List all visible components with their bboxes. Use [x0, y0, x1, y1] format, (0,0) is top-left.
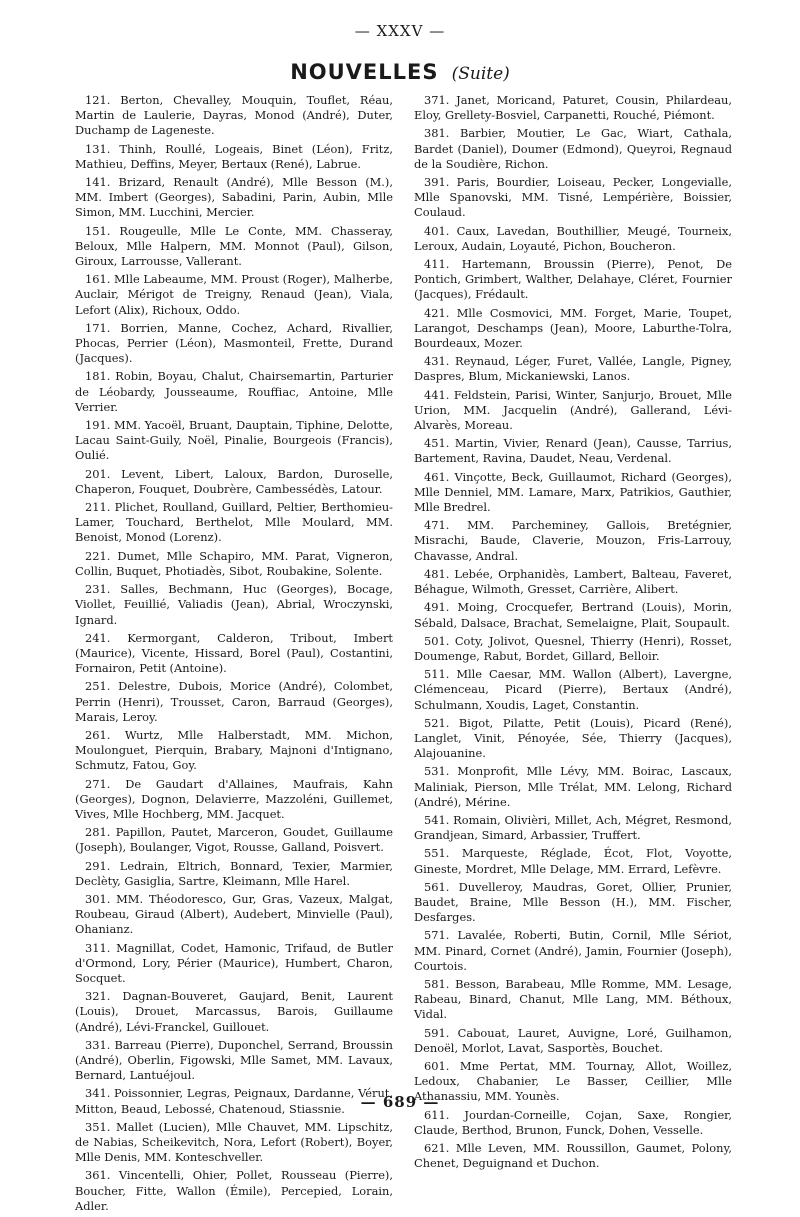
list-entry: 461. Vinçotte, Beck, Guillaumot, Richard (Georges), Mlle Denniel, MM. Lamare, Marx, Patrikios, Gauthier, Mlle Bredrel. [414, 469, 732, 515]
list-entry: 561. Duvelleroy, Maudras, Goret, Ollier, Prunier, Baudet, Braine, Mlle Besson (H.), MM. Fischer, Desfarges. [414, 879, 732, 925]
list-entry: 621. Mlle Leven, MM. Roussillon, Gaumet, Polony, Chenet, Deguignand et Duchon. [414, 1141, 732, 1171]
title-main: NOUVELLES [290, 60, 439, 84]
left-column [75, 93, 393, 1217]
list-entry: 541. Romain, Olivièri, Millet, Ach, Mégret, Resmond, Grandjean, Simard, Arbassier, Truffert. [414, 812, 732, 843]
page-number: — 689 — [360, 1093, 440, 1111]
list-entry: 471. MM. Parcheminey, Gallois, Bretégnier, Misrachi, Baude, Claverie, Mouzon, Fris-Larrouy, Chavasse, Andral. [414, 518, 732, 563]
list-entry: 401. Caux, Lavedan, Bouthillier, Meugé, Tourneix, Leroux, Audain, Loyauté, Pichon, Boucheron. [414, 223, 732, 253]
title-suffix: (Suite) [451, 64, 510, 84]
list-entry: 591. Cabouat, Lauret, Auvigne, Loré, Guilhamon, Denoël, Morlot, Lavat, Sasportès, Bouchet. [414, 1025, 732, 1055]
list-entry: 311. Magnillat, Codet, Hamonic, Trifaud, de Butler d'Ormond, Lory, Périer (Maurice), Humbert, Charon, Socquet. [75, 940, 393, 985]
list-entry: 421. Mlle Cosmovici, MM. Forget, Marie, Toupet, Larangot, Deschamps (Jean), Moore, Laburthe-Tolra, Bourdeaux, Mozer. [414, 305, 732, 351]
list-entry: 191. MM. Yacoël, Bruant, Dauptain, Tiphine, Delotte, Lacau Saint-Guily, Noël, Pinalie, Bourgeois (Francis), Oulié. [75, 418, 393, 463]
list-entry: 131. Thinh, Roullé, Logeais, Binet (Léon), Fritz, Mathieu, Deffins, Meyer, Bertaux (René), Labrue. [75, 141, 393, 171]
list-entry: 161. Mlle Labeaume, MM. Proust (Roger), Malherbe, Auclair, Mérigot de Treigny, Renaud (Jean), Viala, Lefort (Alix), Richoux, Oddo. [75, 272, 393, 317]
list-entry: 531. Monprofit, Mlle Lévy, MM. Boirac, Lascaux, Maliniak, Pierson, Mlle Trélat, MM. Lelong, Richard (André), Mérine. [414, 764, 732, 809]
list-entry: 181. Robin, Boyau, Chalut, Chairsemartin, Parturier de Léobardy, Jousseaume, Rouffiac, Antoine, Mlle Verrier. [75, 369, 393, 414]
page-header: — XXXV — [354, 22, 446, 40]
list-entry: 361. Vincentelli, Ohier, Pollet, Rousseau (Pierre), Boucher, Fitte, Wallon (Émile), Percepied, Lorain, Adler. [75, 1168, 393, 1213]
list-entry: 411. Hartemann, Broussin (Pierre), Penot, De Pontich, Grimbert, Walther, Delahaye, Cléret, Fournier (Jacques), Frédault. [414, 257, 732, 302]
list-entry: 241. Kermorgant, Calderon, Tribout, Imbert (Maurice), Vicente, Hissard, Borel (Paul), Costantini, Fornairon, Petit (Antoine). [75, 630, 393, 676]
list-entry: 441. Feldstein, Parisi, Winter, Sanjurjo, Brouet, Mlle Urion, MM. Jacquelin (André), Gallerand, Lévi-Alvarès, Moreau. [414, 387, 732, 433]
list-entry: 281. Papillon, Pautet, Marceron, Goudet, Guillaume (Joseph), Boulanger, Vigot, Rousse, Galland, Poisvert. [75, 825, 393, 855]
list-entry: 451. Martin, Vivier, Renard (Jean), Causse, Tarrius, Bartement, Ravina, Daudet, Neau, Verdenal. [414, 436, 732, 466]
list-entry: 501. Coty, Jolivot, Quesnel, Thierry (Henri), Rosset, Doumenge, Rabut, Bordet, Gillard, Belloir. [414, 633, 732, 663]
list-entry: 581. Besson, Barabeau, Mlle Romme, MM. Lesage, Rabeau, Binard, Chanut, Mlle Lang, MM. Béthoux, Vidal. [414, 976, 732, 1022]
list-entry: 291. Ledrain, Eltrich, Bonnard, Texier, Marmier, Declèty, Gasiglia, Sartre, Kleimann, Mlle Harel. [75, 858, 393, 888]
list-entry: 381. Barbier, Moutier, Le Gac, Wiart, Cathala, Bardet (Daniel), Doumer (Edmond), Queyroi, Regnaud de la Soudière, Richon. [414, 126, 732, 171]
list-entry: 211. Plichet, Roulland, Guillard, Peltier, Berthomieu-Lamer, Touchard, Berthelot, Mlle Moulard, MM. Benoist, Monod (Lorenz). [75, 500, 393, 545]
list-entry: 251. Delestre, Dubois, Morice (André), Colombet, Perrin (Henri), Trousset, Caron, Barraud (Georges), Marais, Leroy. [75, 679, 393, 724]
list-entry: 141. Brizard, Renault (André), Mlle Besson (M.), MM. Imbert (Georges), Sabadini, Parin, Aubin, Mlle Simon, MM. Lucchini, Mercier. [75, 175, 393, 220]
list-entry: 221. Dumet, Mlle Schapiro, MM. Parat, Vigneron, Collin, Buquet, Photiadès, Sibot, Roubakine, Solente. [75, 548, 393, 578]
list-entry: 491. Moing, Crocquefer, Bertrand (Louis), Morin, Sébald, Dalsace, Brachat, Semelaigne, Plait, Soupault. [414, 600, 732, 630]
list-entry: 121. Berton, Chevalley, Mouquin, Touflet, Réau, Martin de Laulerie, Dayras, Monod (André), Duter, Duchamp de Lageneste. [75, 93, 393, 138]
list-entry: 551. Marqueste, Réglade, Écot, Flot, Voyotte, Gineste, Mordret, Mlle Delage, MM. Errard, Lefèvre. [414, 846, 732, 876]
list-entry: 431. Reynaud, Léger, Furet, Vallée, Langle, Pigney, Daspres, Blum, Mickaniewski, Lanos. [414, 354, 732, 384]
list-entry: 261. Wurtz, Mlle Halberstadt, MM. Michon, Moulonguet, Pierquin, Brabary, Majnoni d'Intignano, Schmutz, Fatou, Goy. [75, 727, 393, 773]
right-column [414, 93, 732, 1174]
section-title [0, 60, 800, 84]
list-entry: 511. Mlle Caesar, MM. Wallon (Albert), Lavergne, Clémenceau, Picard (Pierre), Bertaux (André), Schulmann, Xoudis, Laget, Constantin. [414, 667, 732, 712]
list-entry: 521. Bigot, Pilatte, Petit (Louis), Picard (René), Langlet, Vinit, Pénoyée, Sée, Thierry (Jacques), Alajouanine. [414, 715, 732, 761]
list-entry: 351. Mallet (Lucien), Mlle Chauvet, MM. Lipschitz, de Nabias, Scheikevitch, Nora, Lefort (Robert), Boyer, Mlle Denis, MM. Konteschveller. [75, 1119, 393, 1165]
list-entry: 481. Lebée, Orphanidès, Lambert, Balteau, Faveret, Béhague, Wilmoth, Gresset, Carrière, Alibert. [414, 566, 732, 597]
list-entry: 371. Janet, Moricand, Paturet, Cousin, Philardeau, Eloy, Grellety-Bosviel, Carpanetti, Rouché, Piémont. [414, 93, 732, 123]
list-entry: 271. De Gaudart d'Allaines, Maufrais, Kahn (Georges), Dognon, Delavierre, Mazzoléni, Guillemet, Vives, Mlle Hochberg, MM. Jacquet. [75, 776, 393, 821]
list-entry: 341. Poissonnier, Legras, Peignaux, Dardanne, Vérut, Mitton, Beaud, Lebossé, Chatenoud, Stiassnie. [75, 1086, 393, 1116]
list-entry: 301. MM. Théodoresco, Gur, Gras, Vazeux, Malgat, Roubeau, Giraud (Albert), Audebert, Minvielle (Paul), Ohanianz. [75, 891, 393, 937]
list-entry: 321. Dagnan-Bouveret, Gaujard, Benit, Laurent (Louis), Drouet, Marcassus, Barois, Guillaume (André), Lévi-Franckel, Guillouet. [75, 989, 393, 1034]
list-entry: 201. Levent, Libert, Laloux, Bardon, Duroselle, Chaperon, Fouquet, Doubrère, Cambessédès, Latour. [75, 466, 393, 496]
list-entry: 151. Rougeulle, Mlle Le Conte, MM. Chasseray, Beloux, Mlle Halpern, MM. Monnot (Paul), Gilson, Giroux, Larrousse, Vallerant. [75, 223, 393, 269]
list-entry: 231. Salles, Bechmann, Huc (Georges), Bocage, Viollet, Feuillié, Valiadis (Jean), Abrial, Wroczynski, Ignard. [75, 582, 393, 627]
list-entry: 331. Barreau (Pierre), Duponchel, Serrand, Broussin (André), Oberlin, Figowski, Mlle Samet, MM. Lavaux, Bernard, Lantuéjoul. [75, 1037, 393, 1083]
list-entry: 611. Jourdan-Corneille, Cojan, Saxe, Rongier, Claude, Berthod, Brunon, Funck, Dohen, Vesselle. [414, 1107, 732, 1137]
list-entry: 391. Paris, Bourdier, Loiseau, Pecker, Longevialle, Mlle Spanovski, MM. Tisné, Lempérière, Boissier, Coulaud. [414, 175, 732, 220]
list-entry: 571. Lavalée, Roberti, Butin, Cornil, Mlle Sériot, MM. Pinard, Cornet (André), Jamin, Fournier (Joseph), Courtois. [414, 928, 732, 973]
list-entry: 171. Borrien, Manne, Cochez, Achard, Rivallier, Phocas, Perrier (Léon), Masmonteil, Frette, Durand (Jacques). [75, 320, 393, 366]
list-entry: 601. Mme Pertat, MM. Tournay, Allot, Woillez, Ledoux, Chabanier, Le Basser, Ceillier, Mlle Athanassiu, MM. Younès. [414, 1058, 732, 1104]
